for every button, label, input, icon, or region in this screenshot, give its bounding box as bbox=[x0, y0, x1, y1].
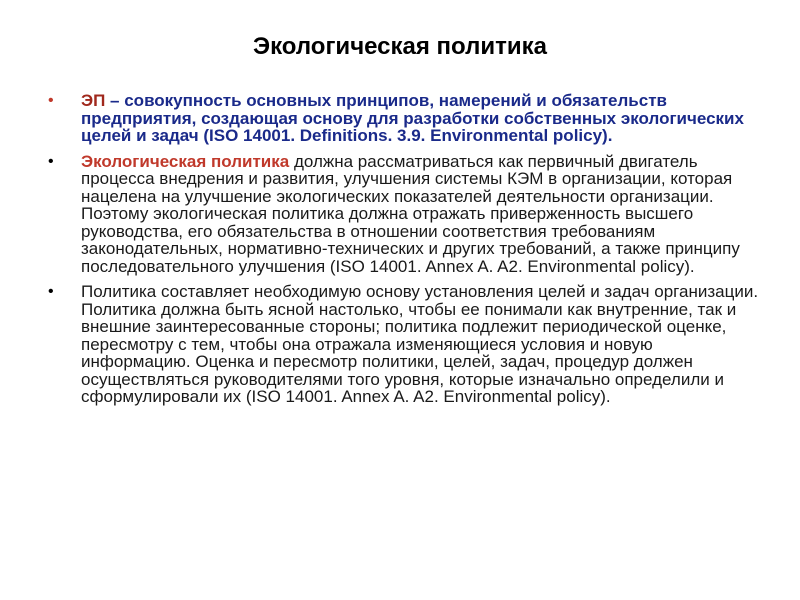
bullet-definition-text: – совокупность основных принципов, намерений и обязательств предприятия, создающая основу для разработки собственных экологических целей и задач (ISO 14001. Definitions. 3.9. Environmental policy). bbox=[81, 91, 744, 145]
bullet-dot-icon: • bbox=[48, 92, 54, 109]
bullet-basis-text: Политика составляет необходимую основу установления целей и задач организации. Политика должна быть ясной настолько, чтобы ее понимали как внутренние, так и внешние заинтересованные стороны; политика подлежит периодической оценке, пересмотру с тем, чтобы она отражала изменяющиеся условия и новую информацию. Оценка и пересмотр политики, целей, задач, процедур должен осуществляться руководителями того уровня, которые изначально определили и сформулировали их (ISO 14001. Annex A. A2. Environmental policy). bbox=[81, 282, 759, 406]
bullet-list bbox=[48, 92, 760, 414]
bullet-dot-icon: • bbox=[48, 283, 54, 300]
bullet-item-definition bbox=[48, 92, 760, 145]
bullet-policy-text: должна рассматриваться как первичный двигатель процесса внедрения и развития, улучшения системы КЭМ в организации, которая нацелена на улучшение экологических показателей деятельности организации. Поэтому экологическая политика должна отражать приверженность высшего руководства, его обязательства в отношении соответствия требованиям законодательных, нормативно-технических и других требований, а также принципу последовательного улучшения (ISO 14001. Annex A. A2. Environmental policy). bbox=[81, 151, 740, 276]
bullet-term-policy: Экологическая политика bbox=[81, 151, 290, 171]
bullet-item-policy-role bbox=[48, 153, 760, 276]
bullet-dot-icon: • bbox=[48, 152, 54, 170]
bullet-item-policy-basis bbox=[48, 283, 760, 406]
bullet-term-ep: ЭП bbox=[81, 91, 106, 110]
slide-title: Экологическая политика bbox=[253, 33, 547, 60]
